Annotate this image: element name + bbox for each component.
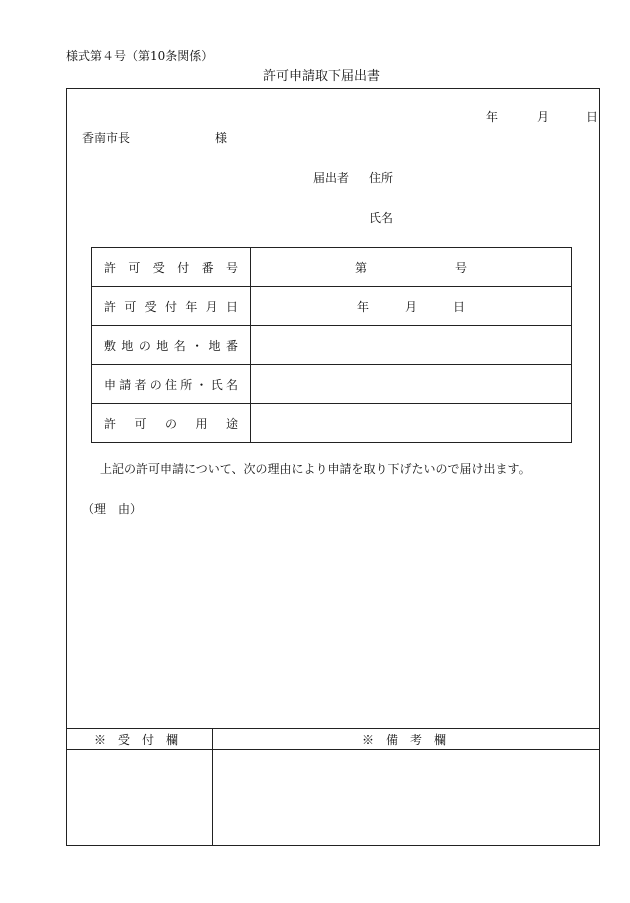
table-row: [92, 248, 572, 287]
permit-date-year: 年: [356, 299, 369, 314]
applicant-label: 届出者: [313, 171, 350, 185]
row-value-permit-date[interactable]: [251, 287, 572, 326]
document-title: 許可申請取下届出書: [263, 69, 381, 84]
permit-number-prefix: 第: [354, 260, 367, 275]
applicant-address-label: 住所: [369, 171, 394, 185]
table-row: [92, 404, 572, 443]
row-value-applicant-info[interactable]: [251, 365, 572, 404]
date-year: 年: [486, 110, 499, 124]
reason-label: （理 由）: [82, 502, 143, 516]
date-month: 月: [537, 110, 550, 124]
permit-date-day: 日: [453, 299, 466, 314]
reception-label: ※ 受 付 欄: [94, 733, 179, 747]
permit-number-suffix: 号: [455, 260, 468, 275]
row-label-site-location: 敷地の地名・地番: [92, 326, 251, 365]
reception-box[interactable]: [67, 750, 212, 845]
row-value-site-location[interactable]: [251, 326, 572, 365]
row-label-permit-date: 許可受付年月日: [92, 287, 251, 326]
form-reference: 様式第４号（第10条関係）: [66, 49, 214, 63]
table-row: [92, 287, 572, 326]
row-label-permit-number: 許可受付番号: [92, 248, 251, 287]
table-row: [92, 326, 572, 365]
permit-date-month: 月: [404, 299, 417, 314]
addressee-honorific: 様: [215, 131, 228, 145]
withdrawal-statement: 上記の許可申請について、次の理由により申請を取り下げたいので届け出ます。: [100, 462, 531, 476]
row-label-permit-use: 許可の用途: [92, 404, 251, 443]
addressee-name: 香南市長: [82, 131, 131, 145]
applicant-name-label: 氏名: [369, 211, 394, 225]
table-row: [92, 365, 572, 404]
remarks-label: ※ 備 考 欄: [362, 733, 447, 747]
date-day: 日: [586, 110, 599, 124]
footer-top-rule: [66, 728, 600, 729]
reason-area[interactable]: [67, 520, 599, 728]
remarks-box[interactable]: [213, 750, 599, 845]
row-value-permit-number[interactable]: [251, 248, 572, 287]
row-label-applicant-info: 申請者の住所・氏名: [92, 365, 251, 404]
permit-info-table: [91, 247, 572, 443]
row-value-permit-use[interactable]: [251, 404, 572, 443]
